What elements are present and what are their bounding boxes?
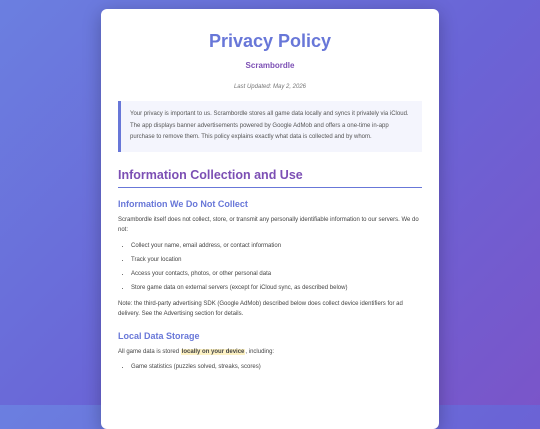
intro-callout: Your privacy is important to us. Scrambordle stores all game data locally and syncs it privately via iCloud. The app displays banner advertisements powered by Google AdMob and offers a one-time in-app purchase to remove them. This policy explains exactly what data is collected and by whom.: [118, 101, 422, 152]
subsection-title-not-collect: Information We Do Not Collect: [118, 198, 248, 209]
list-item: • Track your location: [131, 255, 422, 265]
privacy-policy-card: [101, 9, 439, 429]
not-collect-paragraph: Scrambordle itself does not collect, store, or transmit any personally identifiable information to our servers. We do not:: [118, 216, 419, 233]
local-storage-text: All game data is stored: [118, 348, 181, 355]
list-item: • Access your contacts, photos, or other personal data: [131, 269, 422, 279]
local-storage-list: [118, 362, 422, 372]
app-name: Scrambordle: [245, 61, 295, 70]
section-title-information-collection: Information Collection and Use: [118, 168, 422, 188]
last-updated: Last Updated: May 2, 2026: [233, 84, 307, 90]
not-collect-list: [118, 241, 422, 293]
list-item: • Game statistics (puzzles solved, streaks, scores): [131, 362, 422, 372]
local-storage-paragraph: [118, 347, 422, 358]
list-item: • Store game data on external servers (except for iCloud sync, as described below): [131, 283, 422, 293]
highlight-local-on-device: locally on your device: [181, 348, 245, 355]
page-title: Privacy Policy: [208, 31, 332, 51]
advertising-note: Note: the third-party advertising SDK (Google AdMob) described below does collect device identifiers for ad delivery. See the Advertising section for details.: [118, 300, 403, 317]
local-storage-text-end: , including:: [245, 348, 275, 355]
list-item: • Collect your name, email address, or contact information: [131, 241, 422, 251]
subsection-title-local-storage: Local Data Storage: [118, 330, 200, 341]
